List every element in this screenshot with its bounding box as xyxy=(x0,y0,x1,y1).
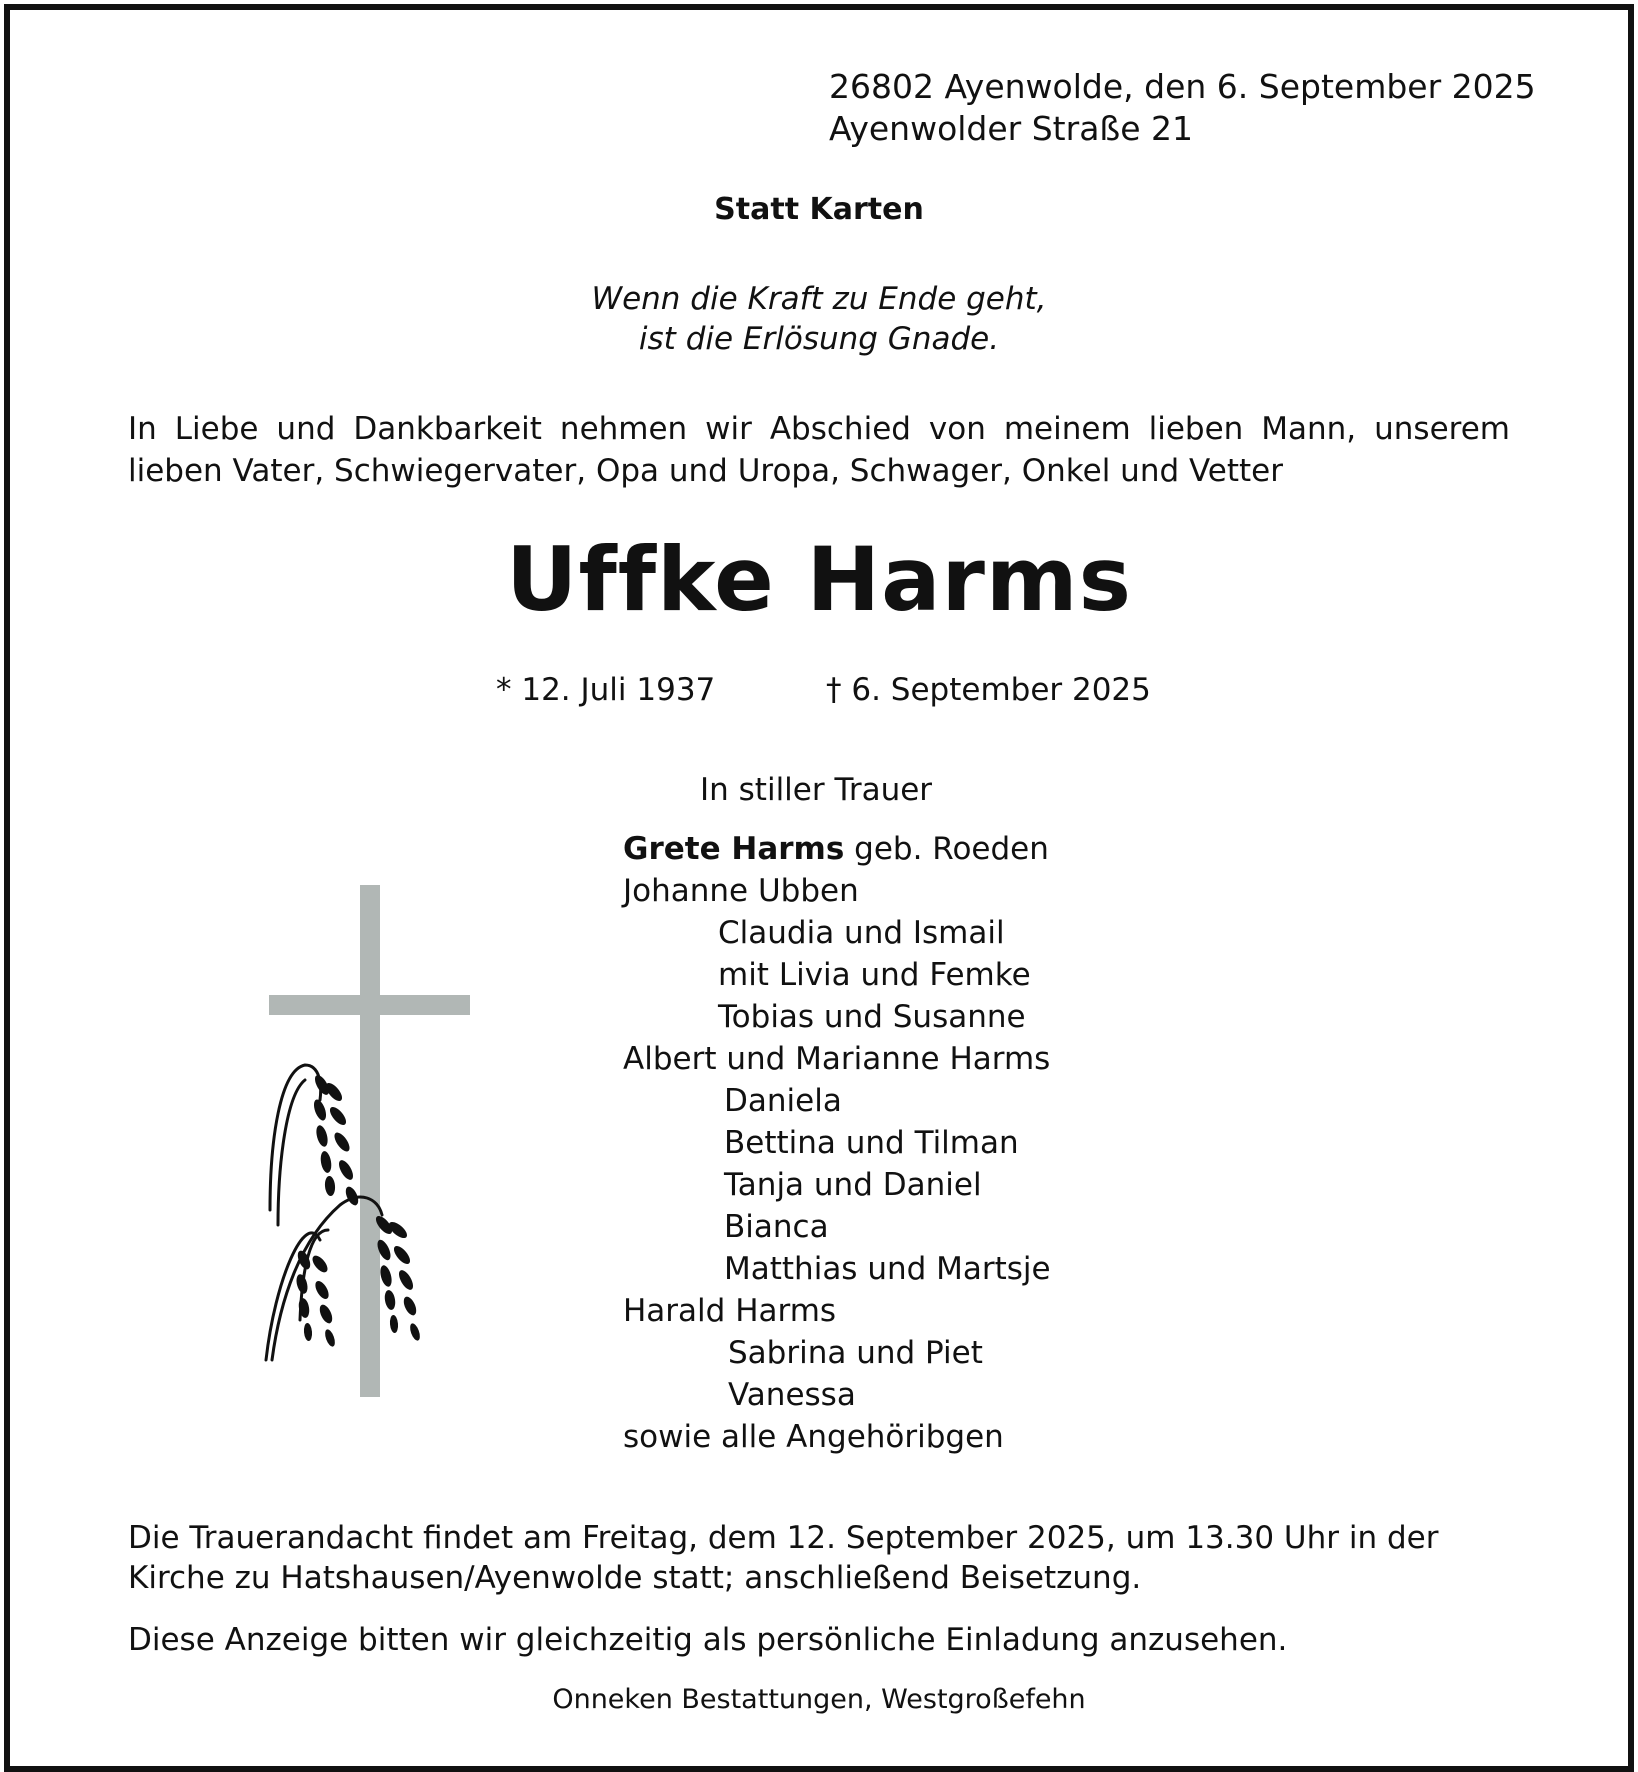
quote xyxy=(0,279,1638,359)
quote-line-1: Wenn die Kraft zu Ende geht, xyxy=(591,281,1047,317)
family-entry-bianca: Bianca xyxy=(724,1209,829,1245)
cross-vertical-beam xyxy=(360,885,380,1397)
cross-horizontal-beam xyxy=(269,995,470,1015)
deceased-name: Uffke Harms xyxy=(505,528,1132,631)
invitation-note: Diese Anzeige bitten wir gleichzeitig als persönliche Einladung anzusehen. xyxy=(128,1622,1288,1658)
undertaker-credit: Onneken Bestattungen, Westgroßefehn xyxy=(552,1684,1086,1715)
family-entry-grete xyxy=(623,828,1049,870)
birth-date: * 12. Juli 1937 xyxy=(496,672,716,708)
family-entry-harald: Harald Harms xyxy=(623,1293,837,1329)
cross-with-grain-icon xyxy=(260,880,480,1400)
family-entry-bettina: Bettina und Tilman xyxy=(724,1125,1019,1161)
intro-text: In Liebe und Dankbarkeit nehmen wir Abschied von meinem lieben Mann, unserem lieben Vater, Schwiegervater, Opa und Uropa, Schwager, Onkel und Vetter xyxy=(128,411,1510,489)
family-entry-tobias: Tobias und Susanne xyxy=(718,999,1026,1035)
family-grete-name: Grete Harms xyxy=(623,831,845,867)
grain-ears xyxy=(295,1073,422,1348)
family-entry-johanne: Johanne Ubben xyxy=(623,873,859,909)
mourning-label: In stiller Trauer xyxy=(700,772,933,808)
death-date: † 6. September 2025 xyxy=(826,672,1151,708)
family-entry-claudia: Claudia und Ismail xyxy=(718,915,1005,951)
service-info: Die Trauerandacht findet am Freitag, dem 12. September 2025, um 13.30 Uhr in der Kirche zu Hatshausen/Ayenwolde statt; anschließend Beisetzung. xyxy=(128,1520,1439,1596)
address-line-1: 26802 Ayenwolde, den 6. September 2025 xyxy=(829,67,1536,106)
family-entry-albert: Albert und Marianne Harms xyxy=(623,1041,1051,1077)
family-entry-livia: mit Livia und Femke xyxy=(718,957,1031,993)
family-grete-suffix: geb. Roeden xyxy=(844,831,1049,867)
address-line-2: Ayenwolder Straße 21 xyxy=(829,109,1193,148)
family-entry-others: sowie alle Angehöribgen xyxy=(623,1419,1004,1455)
family-entry-daniela: Daniela xyxy=(724,1083,842,1119)
family-entry-tanja: Tanja und Daniel xyxy=(724,1167,982,1203)
family-entry-sabrina: Sabrina und Piet xyxy=(728,1335,983,1371)
quote-line-2: ist die Erlösung Gnade. xyxy=(638,321,1000,357)
family-entry-matthias: Matthias und Martsje xyxy=(724,1251,1051,1287)
heading-statt-karten: Statt Karten xyxy=(714,192,924,227)
family-entry-vanessa: Vanessa xyxy=(728,1377,856,1413)
